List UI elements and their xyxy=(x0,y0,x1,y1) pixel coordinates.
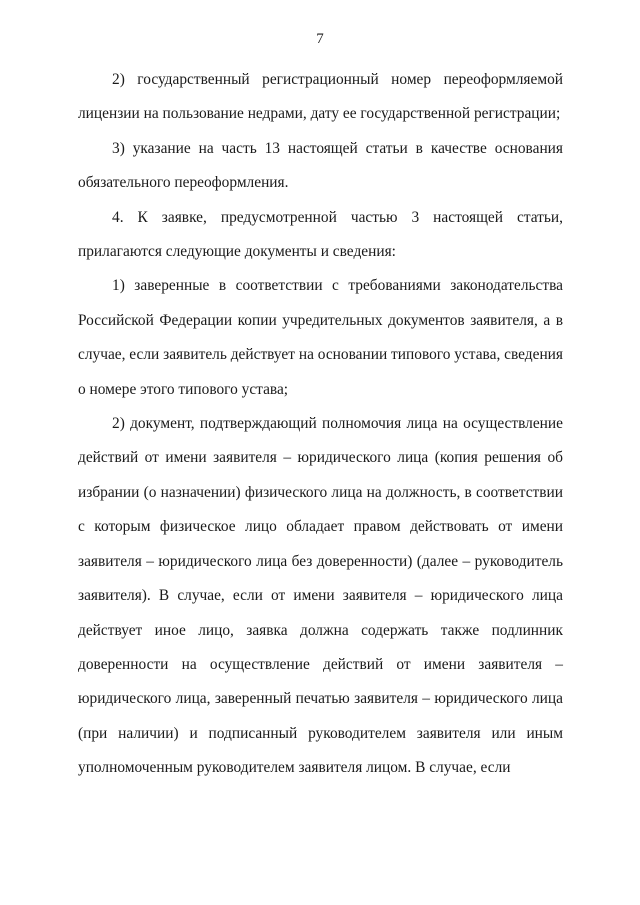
paragraph-item-2-registration-number: 2) государственный регистрационный номер переоформляемой лицензии на пользование недрами, дату ее государственной регистрации; xyxy=(78,71,563,123)
page-number: 7 xyxy=(316,31,324,47)
paragraph-section-4: 4. К заявке, предусмотренной частью 3 настоящей статьи, прилагаются следующие документы и сведения: xyxy=(78,208,563,261)
paragraph-item-2-authority-document: 2) документ, подтверждающий полномочия лица на осуществление действий от имени заявителя – юридического лица (копия решения об избрании (о назначении) физического лица на должность, в соответствии с которым физическое лицо обладает правом действовать от имени заявителя – юридического лица без доверенности) (далее – руководитель заявителя). В случае, если от имени заявителя – юридического лица действует иное лицо, заявка должна содержать также подлинник доверенности на осуществление действий от имени заявителя – юридического лица, заверенный печатью заявителя – юридического лица (при наличии) и подписанный руководителем заявителя или иным уполномоченным руководителем заявителя лицом. В случае, если xyxy=(78,415,563,777)
document-body xyxy=(78,63,563,786)
paragraph-item-3-reference: 3) указание на часть 13 настоящей статьи в качестве основания обязательного переоформления. xyxy=(78,139,563,192)
paragraph-item-1-founding-documents: 1) заверенные в соответствии с требованиями законодательства Российской Федерации копии учредительных документов заявителя, а в случае, если заявитель действует на основании типового устава, сведения о номере этого типового устава; xyxy=(78,277,563,398)
